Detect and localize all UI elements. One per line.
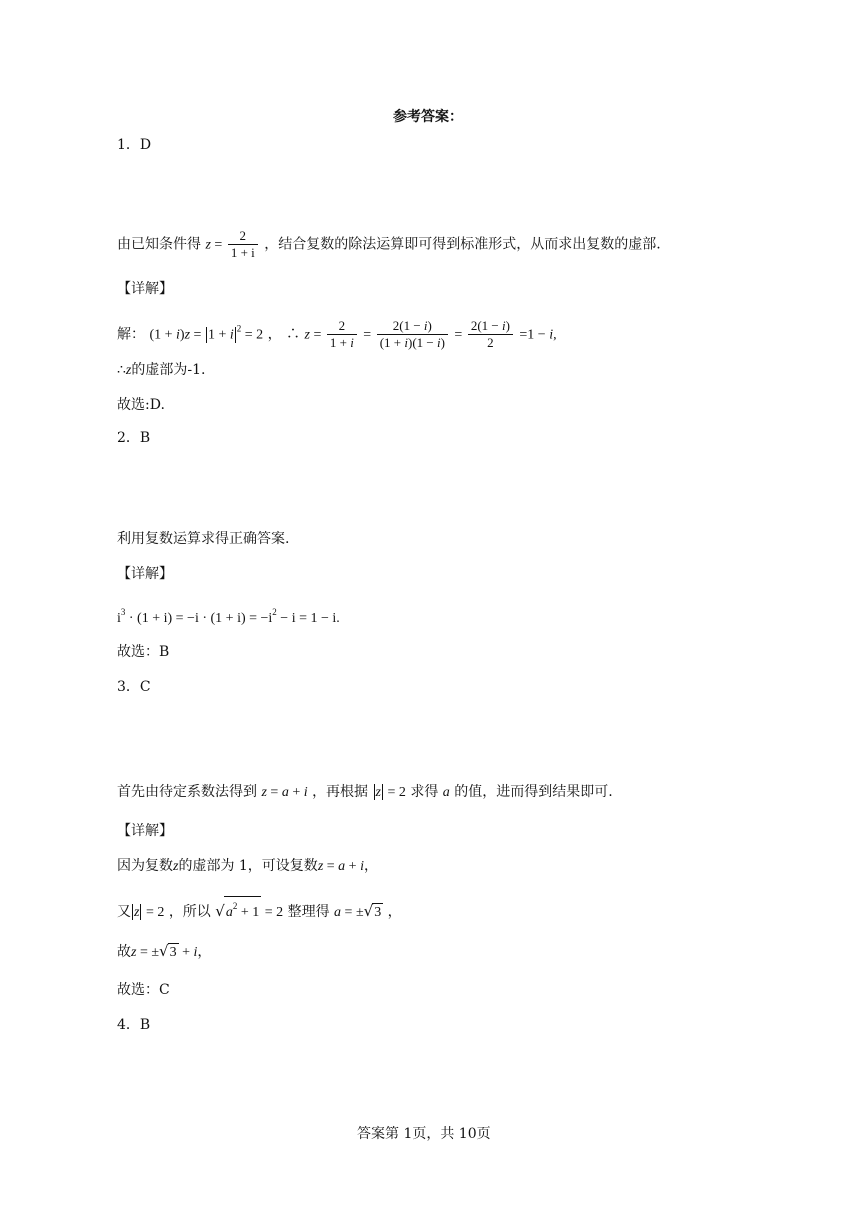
q4-answer: 4．B [117,1017,151,1033]
q3-analysis: 首先由待定系数法得到 z = a + i ，再根据 z = 2 求得 a 的值，进而得到结果即可. [117,784,613,800]
q3-line3: 故z = ±√3 + i， [117,942,212,960]
q1-analysis: 由已知条件得 z = $\frac{2}{1 + i}$ ，结合复数的除法运算即可得到标准形式，从而求出复数的虚部. [117,228,661,260]
q3-line1: 因为复数z的虚部为 1，可设复数z = a + i， [117,858,378,874]
q2-answer: 2．B [117,430,151,446]
page-title: 参考答案： [393,109,463,125]
q1-choice: 故选:D. [117,397,165,413]
q1-conclusion: ∴z的虚部为-1. [117,362,206,378]
q3-answer: 3．C [117,679,151,695]
q2-choice: 故选：B [117,644,170,660]
q3-line2: 又 z = 2 ，所以 $√a^2 + 1 = 2$ 整理得 a = ±√3 ， [117,896,402,922]
q3-detail-heading: 【详解】 [117,823,173,839]
q1-solution: 解： (1 + i)z = 1 + i $^2$ = 2 ， ∴ z = $\frac{2}{1 + i}$ = $\frac{2(1 - i)}{(1 + i)(1 - i)}$ = $\frac{2(1 - i)}{2}$ =1 − i, [117,318,557,350]
q1-detail-heading: 【详解】 [117,281,173,297]
q3-choice: 故选：C [117,982,170,998]
q2-analysis: 利用复数运算求得正确答案. [117,531,290,547]
q1-answer: 1．D [117,137,152,153]
q2-detail-heading: 【详解】 [117,566,173,582]
q2-solution: $i^3 \cdot (1 + i) = -i \cdot (1 + i) = -i^2 - i = 1 - i$. [117,607,340,626]
page-footer: 答案第 1页，共 10页 [357,1126,491,1142]
